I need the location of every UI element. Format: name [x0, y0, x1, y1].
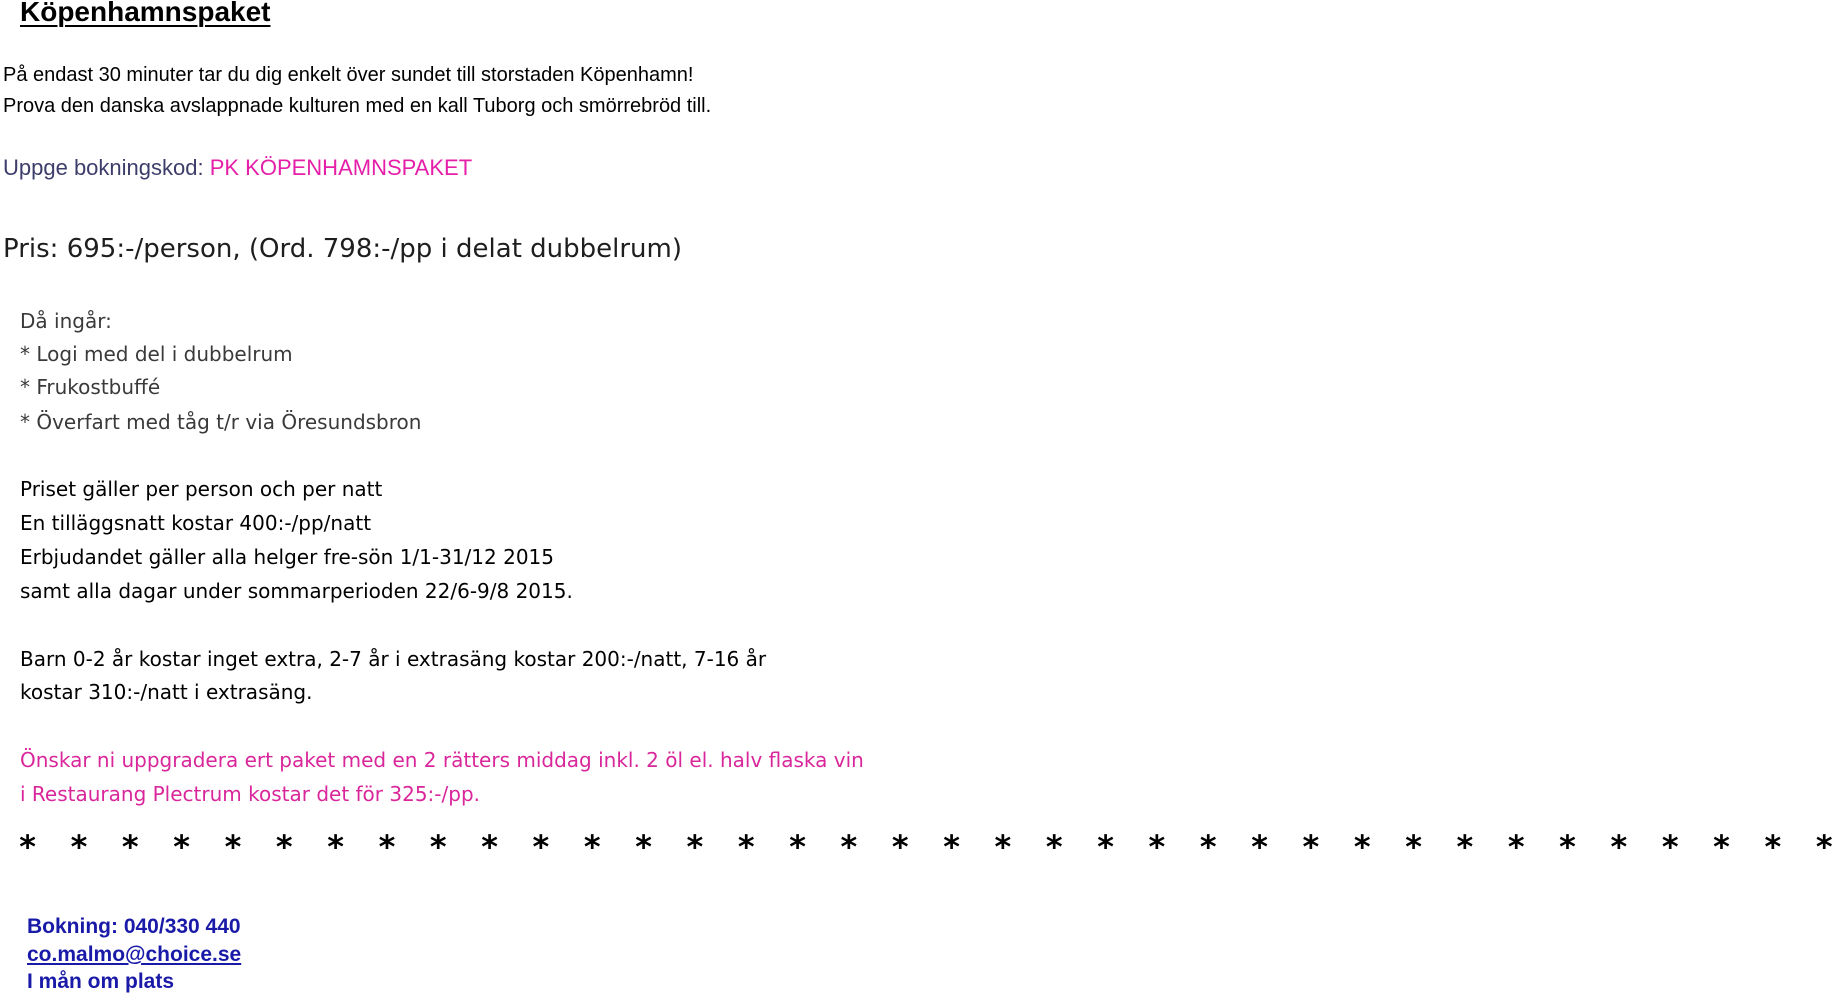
booking-code-value: PK KÖPENHAMNSPAKET: [209, 155, 473, 180]
availability-note: I mån om plats: [27, 970, 175, 993]
includes-item: * Logi med del i dubbelrum: [20, 342, 293, 366]
children-line-1: Barn 0-2 år kostar inget extra, 2-7 år i extrasäng kostar 200:-/natt, 7-16 år: [20, 647, 767, 671]
upgrade-line-1: Önskar ni uppgradera ert paket med en 2 rätters middag inkl. 2 öl el. halv flaska vin: [20, 748, 864, 772]
upgrade-line-2: i Restaurang Plectrum kostar det för 325:-/pp.: [20, 782, 480, 806]
includes-item: * Överfart med tåg t/r via Öresundsbron: [20, 410, 422, 434]
terms-line: En tilläggsnatt kostar 400:-/pp/natt: [20, 511, 372, 535]
children-line-2: kostar 310:-/natt i extrasäng.: [20, 680, 313, 704]
page-title: Köpenhamnspaket: [20, 0, 271, 27]
booking-code-line: [3, 155, 472, 181]
terms-line: Priset gäller per person och per natt: [20, 477, 383, 501]
booking-email-link[interactable]: co.malmo@choice.se: [27, 943, 242, 966]
booking-phone: Bokning: 040/330 440: [27, 915, 241, 938]
price-line: Pris: 695:-/person, (Ord. 798:-/pp i delat dubbelrum): [3, 234, 683, 264]
intro-line-1: På endast 30 minuter tar du dig enkelt över sundet till storstaden Köpenhamn!: [3, 64, 694, 86]
booking-code-label: Uppge bokningskod:: [3, 155, 210, 180]
terms-line: samt alla dagar under sommarperioden 22/6-9/8 2015.: [20, 579, 573, 603]
asterisk-separator: * * * * * * * * * * * * * * * * * * * * * * * * * * * * * * * * * * * *: [18, 828, 1840, 866]
includes-heading: Då ingår:: [20, 309, 112, 333]
intro-line-2: Prova den danska avslappnade kulturen med en kall Tuborg och smörrebröd till.: [3, 95, 712, 117]
includes-item: * Frukostbuffé: [20, 375, 161, 399]
terms-line: Erbjudandet gäller alla helger fre-sön 1/1-31/12 2015: [20, 545, 554, 569]
